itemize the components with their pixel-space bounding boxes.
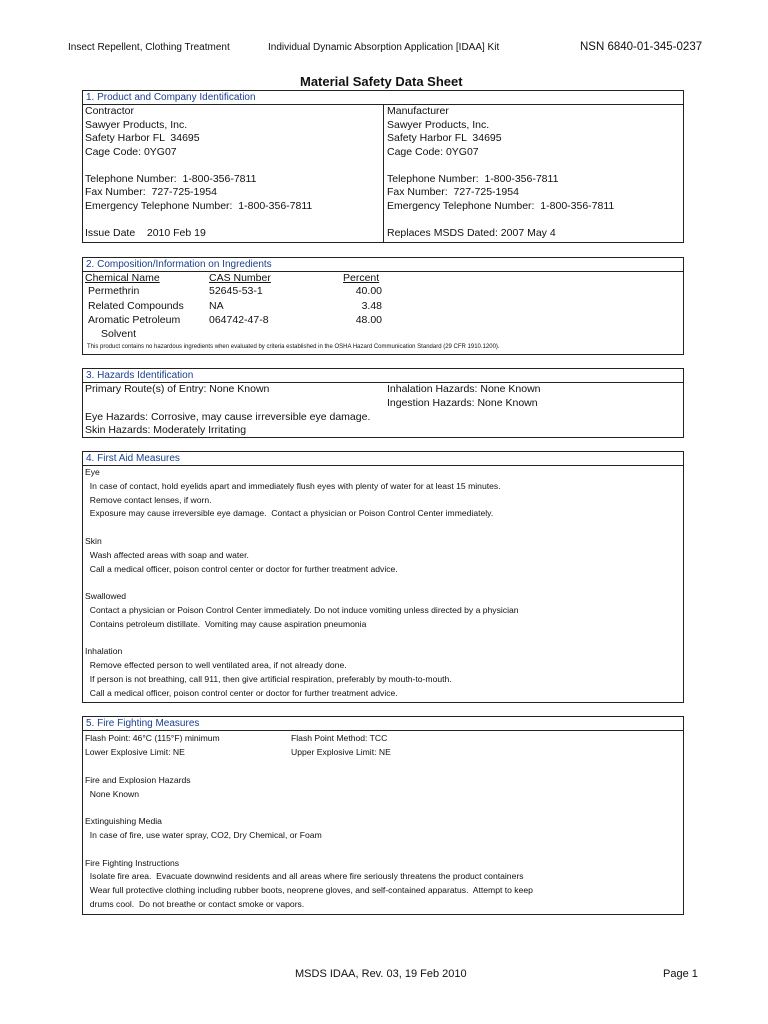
header-kit: Individual Dynamic Absorption Application [IDAA] Kit — [268, 42, 500, 53]
first-aid-line: Call a medical officer, poison control center or doctor for further treatment advice. — [85, 687, 398, 698]
contractor-line: Telephone Number: 1-800-356-7811 — [85, 172, 257, 185]
section-heading: 1. Product and Company Identification — [83, 91, 683, 105]
header-product: Insect Repellent, Clothing Treatment — [68, 42, 230, 53]
osha-note: This product contains no hazardous ingredients when evaluated by criteria established in the OSHA Hazard Communication Standard (29 CFR 1910.1200). — [87, 344, 500, 350]
section-heading: 5. Fire Fighting Measures — [83, 717, 683, 731]
footer-revision: MSDS IDAA, Rev. 03, 19 Feb 2010 — [295, 968, 467, 980]
ingredient-name: Aromatic Petroleum — [88, 314, 181, 326]
ingredient-cas: 52645-53-1 — [209, 285, 263, 297]
ingredient-name: Related Compounds — [88, 300, 184, 312]
first-aid-line: Contact a physician or Poison Control Center immediately. Do not induce vomiting unless directed by a physician — [85, 605, 519, 615]
first-aid-line: Remove contact lenses, if worn. — [85, 494, 212, 505]
skin-hazards: Skin Hazards: Moderately Irritating — [85, 424, 247, 436]
column-header-percent: Percent — [343, 272, 380, 284]
first-aid-line: Skin — [85, 536, 102, 546]
contractor-line: Safety Harbor FL 34695 — [85, 132, 200, 144]
ingredient-cas: 064742-47-8 — [209, 314, 269, 326]
manufacturer-line: Manufacturer — [387, 105, 449, 117]
section-fire-fighting — [82, 716, 684, 915]
section-heading: 3. Hazards Identification — [83, 369, 683, 383]
manufacturer-line: Replaces MSDS Dated: 2007 May 4 — [387, 226, 556, 239]
fire-fighting-line: drums cool. Do not breathe or contact smoke or vapors. — [85, 899, 305, 909]
fire-fighting-line: Extinguishing Media — [85, 816, 162, 827]
contractor-line: Cage Code: 0YG07 — [85, 145, 177, 158]
first-aid-line: Wash affected areas with soap and water. — [85, 549, 249, 560]
contractor-line: Issue Date 2010 Feb 19 — [85, 226, 206, 239]
first-aid-line: Eye — [85, 467, 100, 477]
column-header-chemical-name: Chemical Name — [85, 272, 160, 284]
column-divider — [383, 105, 384, 242]
contractor-line: Fax Number: 727-725-1954 — [85, 186, 217, 198]
header-nsn: NSN 6840-01-345-0237 — [580, 41, 703, 53]
manufacturer-line: Fax Number: 727-725-1954 — [387, 186, 519, 198]
section-product-identification — [82, 90, 684, 243]
first-aid-line: In case of contact, hold eyelids apart and immediately flush eyes with plenty of water for at least 15 minutes. — [85, 480, 501, 491]
first-aid-line: If person is not breathing, call 911, then give artificial respiration, preferably by mouth-to-mouth. — [85, 674, 452, 684]
first-aid-line: Inhalation — [85, 646, 123, 657]
ingredient-percent: 40.00 — [355, 285, 382, 297]
first-aid-line: Exposure may cause irreversible eye damage. Contact a physician or Poison Control Center immediately. — [85, 508, 494, 519]
footer-page-number: Page 1 — [663, 968, 698, 980]
first-aid-line: Remove effected person to well ventilated area, if not already done. — [85, 660, 347, 671]
section-first-aid — [82, 451, 684, 703]
upper-explosive-limit: Upper Explosive Limit: NE — [291, 747, 391, 757]
manufacturer-line: Sawyer Products, Inc. — [387, 118, 490, 131]
section-heading: 2. Composition/Information on Ingredients — [83, 258, 683, 272]
fire-fighting-line: None Known — [85, 788, 139, 799]
first-aid-line: Contains petroleum distillate. Vomiting may cause aspiration pneumonia — [85, 618, 367, 629]
ingredient-percent: 48.00 — [355, 314, 382, 326]
ingredient-cas: NA — [209, 300, 224, 312]
inhalation-hazards: Inhalation Hazards: None Known — [387, 383, 541, 395]
manufacturer-line: Emergency Telephone Number: 1-800-356-7811 — [387, 199, 615, 212]
first-aid-line: Call a medical officer, poison control center or doctor for further treatment advice. — [85, 563, 398, 574]
manufacturer-line: Safety Harbor FL 34695 — [387, 132, 502, 144]
primary-route: Primary Route(s) of Entry: None Known — [85, 383, 270, 395]
ingredient-name-continued: Solvent — [101, 328, 137, 340]
flash-point-method: Flash Point Method: TCC — [291, 733, 388, 743]
lower-explosive-limit: Lower Explosive Limit: NE — [85, 747, 185, 757]
contractor-line: Contractor — [85, 105, 135, 117]
column-header-cas-number: CAS Number — [209, 272, 271, 284]
fire-fighting-line: In case of fire, use water spray, CO2, Dry Chemical, or Foam — [85, 830, 322, 840]
ingredient-percent: 3.48 — [361, 300, 382, 312]
flash-point: Flash Point: 46°C (115°F) minimum — [85, 733, 220, 743]
section-composition — [82, 257, 684, 355]
contractor-line: Emergency Telephone Number: 1-800-356-7811 — [85, 199, 313, 212]
page-title: Material Safety Data Sheet — [300, 74, 463, 89]
ingredient-name: Permethrin — [88, 285, 140, 297]
manufacturer-line: Cage Code: 0YG07 — [387, 145, 479, 158]
eye-hazards: Eye Hazards: Corrosive, may cause irreversible eye damage. — [85, 411, 371, 423]
contractor-line: Sawyer Products, Inc. — [85, 118, 188, 131]
first-aid-line: Swallowed — [85, 591, 127, 602]
fire-fighting-line: Isolate fire area. Evacuate downwind residents and all areas where fire seriously threatens the product containers — [85, 871, 524, 882]
section-hazards — [82, 368, 684, 438]
fire-fighting-line: Wear full protective clothing including rubber boots, neoprene gloves, and self-contained apparatus. Attempt to keep — [85, 885, 533, 896]
fire-fighting-line: Fire and Explosion Hazards — [85, 774, 191, 785]
ingestion-hazards: Ingestion Hazards: None Known — [387, 397, 538, 409]
section-heading: 4. First Aid Measures — [83, 452, 683, 466]
fire-fighting-line: Fire Fighting Instructions — [85, 857, 180, 868]
manufacturer-line: Telephone Number: 1-800-356-7811 — [387, 172, 559, 185]
